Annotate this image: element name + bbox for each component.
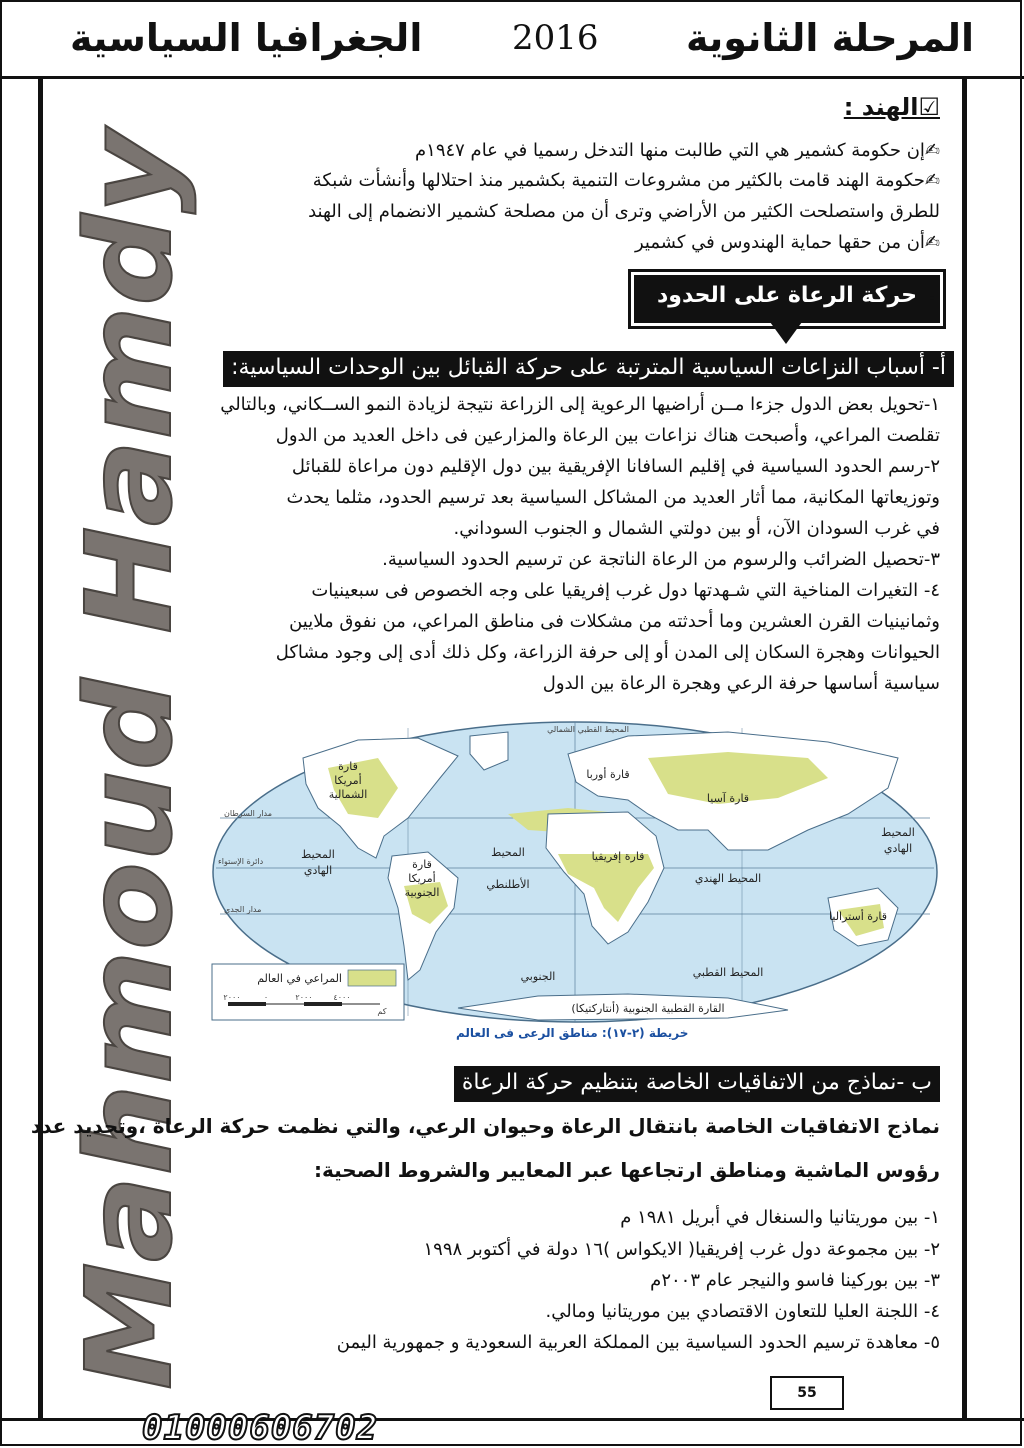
world-pasture-map <box>208 718 942 1026</box>
label-sa-1: قارة <box>412 858 432 871</box>
label-arctic-ocean: المحيط القطبي الشمالي <box>547 725 629 734</box>
label-europe: قارة أوربا <box>586 768 630 781</box>
agreement-1: ١- بين موريتانيا والسنغال في أبريل ١٩٨١ م <box>620 1207 940 1228</box>
label-australia: قارة أستراليا <box>829 910 887 923</box>
map-legend <box>212 964 404 1020</box>
legend-swatch <box>348 970 396 986</box>
section-b-title: ب -نماذج من الاتفاقيات الخاصة بتنظيم حركة الرعاة <box>454 1066 940 1102</box>
page-number: 55 <box>770 1376 844 1410</box>
label-indian: المحيط الهندي <box>694 872 762 885</box>
india-line-3: للطرق واستصلحت الكثير من الأراضي وترى أن من مصلحة كشمير الانضمام إلى الهند <box>308 201 940 222</box>
label-southern-1: المحيط القطبي <box>692 966 764 979</box>
header-year: 2016 <box>512 18 599 58</box>
label-atlantic-1: المحيط <box>491 846 525 859</box>
section-a-line-6: ٣-تحصيل الضرائب والرسوم من الرعاة الناتجة عن ترسيم الحدود السياسية. <box>382 549 940 570</box>
section-a-line-7: ٤- التغيرات المناخية التي شـهدتها دول غرب إفريقيا على وجه الخصوص فى سبعينيات <box>311 580 940 601</box>
section-a-line-3: ٢-رسم الحدود السياسية في إقليم السافانا الإفريقية بين دول الإقليم دون مراعاة للقبائل <box>291 456 940 477</box>
label-na-2: أمريكا <box>334 774 362 787</box>
watermark-text: Mahmoud Hamdy <box>60 232 198 1390</box>
india-line-4: ✍أن من حقها حماية الهندوس في كشمير <box>635 232 940 253</box>
label-na-3: الشمالية <box>328 788 368 801</box>
scale-3: ٢٠٠٠ <box>295 993 313 1002</box>
agreement-4: ٤- اللجنة العليا للتعاون الاقتصادي بين موريتانيا ومالي. <box>545 1301 940 1322</box>
label-pacific-e-2: الهادي <box>883 842 913 855</box>
left-border-bar <box>38 78 43 1418</box>
label-pacific-e-1: المحيط <box>881 826 915 839</box>
watermark-logo <box>60 110 200 1390</box>
section-a-line-8: وثمانينيات القرن العشرين وما أحدثته من مشكلات فى مناطق المراعي، من نفوق ملايين <box>289 611 940 632</box>
india-line-1: ✍إن حكومة كشمير هي التي طالبت منها التدخل رسميا في عام ١٩٤٧م <box>415 140 940 161</box>
india-heading: ☑الهند : <box>843 93 940 121</box>
scale-1: ٢٠٠٠ <box>223 993 241 1002</box>
agreement-5: ٥- معاهدة ترسيم الحدود السياسية بين المملكة العربية السعودية و جمهورية اليمن <box>336 1332 940 1353</box>
section-b-intro-2: رؤوس الماشية ومناطق ارتجاعها عبر المعايير والشروط الصحية: <box>313 1158 940 1182</box>
label-africa: قارة إفريقيا <box>591 850 645 863</box>
stray-dot <box>930 296 934 300</box>
label-sa-2: أمريكا <box>408 872 436 885</box>
label-pacific-w-1: المحيط <box>301 848 335 861</box>
label-na-1: قارة <box>338 760 358 773</box>
label-southern-2: الجنوبي <box>520 970 556 983</box>
section-a-line-4: وتوزيعاتها المكانية، مما أثار العديد من المشاكل السياسية بعد ترسيم الحدود، مثلما يحدث <box>286 487 940 508</box>
label-equator: دائرة الإستواء <box>218 857 264 866</box>
label-capricorn: مدار الجدي <box>224 905 262 914</box>
scale-4: ٤٠٠٠ <box>333 993 351 1002</box>
agreement-3: ٣- بين بوركينا فاسو والنيجر عام ٢٠٠٣م <box>650 1270 940 1291</box>
map-caption: خريطة (٢-١٧): مناطق الرعى فى العالم <box>456 1026 689 1040</box>
label-asia: قارة آسيا <box>706 792 750 805</box>
right-border-bar <box>962 78 967 1418</box>
callout-arrow <box>770 322 802 344</box>
header-subject: الجغرافيا السياسية <box>70 16 423 60</box>
section-a-line-1: ١-تحويل بعض الدول جزءا مــن أراضيها الرعوية إلى الزراعة نتيجة لزيادة النمو الســكاني، وبالتالي <box>220 394 940 415</box>
header-divider <box>0 76 1024 79</box>
agreement-2: ٢- بين مجموعة دول غرب إفريقيا( الايكواس )١٦ دولة في أكتوبر ١٩٩٨ <box>423 1239 940 1260</box>
header-stage: المرحلة الثانوية <box>685 16 974 60</box>
label-cancer: مدار السرطان <box>224 809 273 818</box>
footer-phone: 01000606702 <box>142 1408 379 1448</box>
scale-2: ٠ <box>263 993 269 1002</box>
legend-label: المراعي في العالم <box>257 972 342 985</box>
scale-unit: كم <box>377 1007 387 1016</box>
section-b-intro-1: نماذج الاتفاقيات الخاصة بانتقال الرعاة وحيوان الرعي، والتي نظمت حركة الرعاة ،وتحديد عدد <box>30 1114 940 1138</box>
section-a-line-2: تقلصت المراعي، وأصبحت هناك نزاعات بين الرعاة والمزارعين فى داخل العديد من الدول <box>275 425 940 446</box>
section-a-line-10: سياسية أساسها حرفة الرعي وهجرة الرعاة بين الدول <box>542 673 940 694</box>
label-pacific-w-2: الهادي <box>303 864 333 877</box>
section-a-title: أ- أسباب النزاعات السياسية المترتبة على حركة القبائل بين الوحدات السياسية: <box>223 351 954 387</box>
section-a-line-5: في غرب السودان الآن، أو بين دولتي الشمال و الجنوب السوداني. <box>453 518 940 539</box>
label-sa-3: الجنوبية <box>404 886 440 899</box>
label-antarctica: القارة القطبية الجنوبية (أنتاركتيكا) <box>571 1002 725 1015</box>
label-atlantic-2: الأطلنطي <box>486 878 530 891</box>
india-line-2: ✍حكومة الهند قامت بالكثير من مشروعات التنمية بكشمير منذ احتلالها وأنشأت شبكة <box>312 170 940 191</box>
section-a-line-9: الحيوانات وهجرة السكان إلى المدن أو إلى حرفة الزراعة، وكل ذلك أدى إلى وجود مشاكل <box>275 642 940 663</box>
callout-title: حركة الرعاة على الحدود <box>628 269 946 329</box>
